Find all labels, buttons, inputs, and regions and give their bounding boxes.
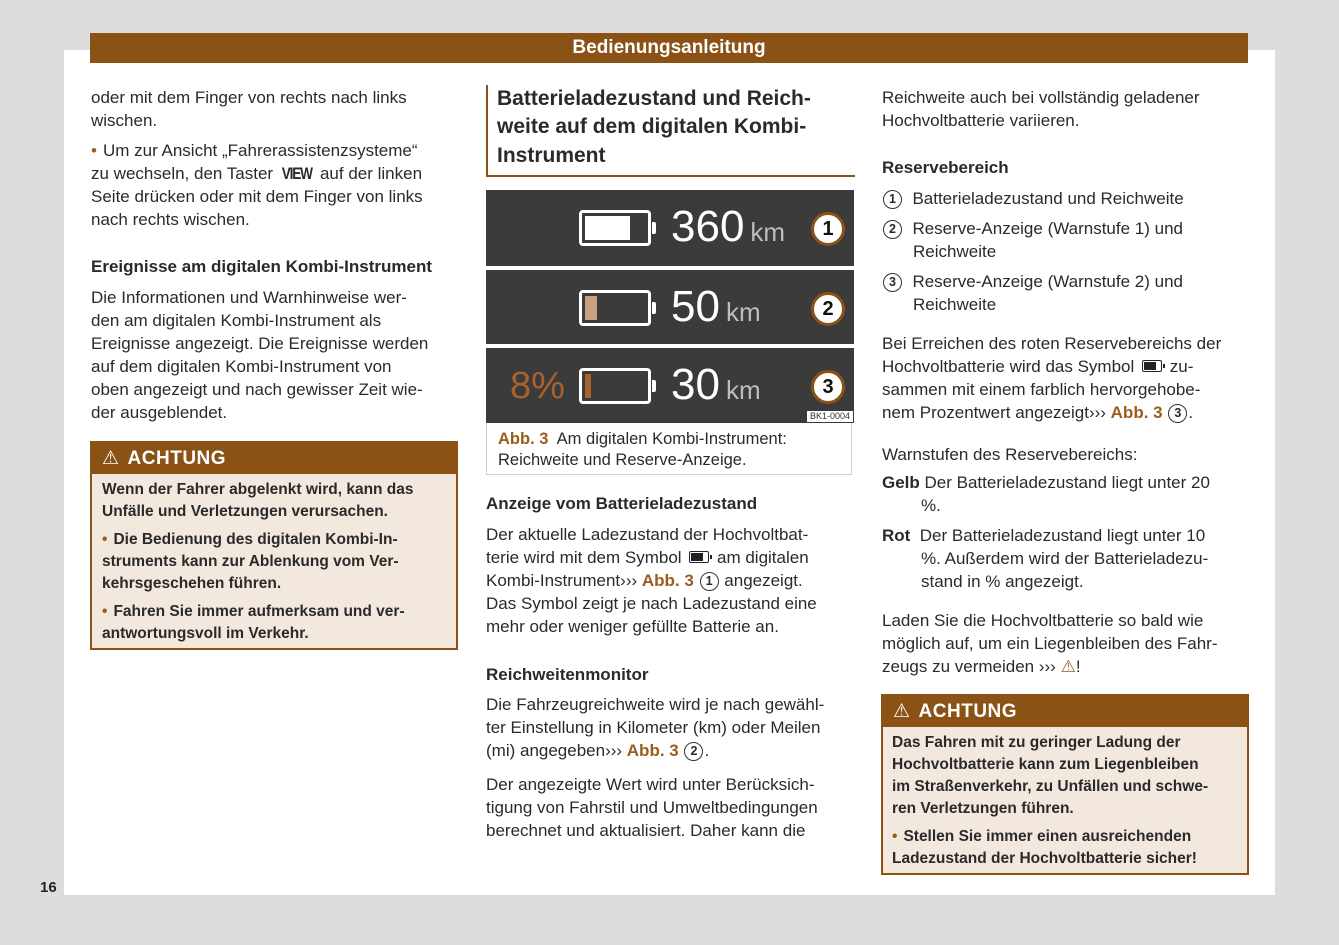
text [1163,403,1168,422]
text: Laden Sie die Hochvoltbatterie so bald wie [882,610,1204,630]
text: Reserve-Anzeige (Warnstufe 1) und [903,218,1183,238]
text: der ausgeblendet. [91,402,228,422]
callout-number-icon: 3 [883,273,902,292]
battery-terminal [652,302,656,314]
text-line [497,113,806,142]
text: den am digitalen Kombi-Instrument als [91,310,382,330]
text: Das Symbol zeigt je nach Ladezustand eine [486,593,817,613]
text-line [102,601,405,623]
figure-reference-link[interactable]: Abb. 3 [498,429,549,448]
text-line [91,378,423,401]
text-line [102,501,388,523]
text: Der aktuelle Ladezustand der Hochvoltbat- [486,524,809,544]
text: berechnet und aktualisiert. Daher kann die [486,820,806,840]
text-line [892,826,1191,848]
figure-reference-link[interactable]: Abb. 3 [641,570,694,590]
range-number: 30 [671,360,720,409]
callout-marker-icon: 2 [811,292,845,326]
text: auf dem digitalen Kombi-Instrument von [91,356,392,376]
callout-number-icon: 2 [684,742,703,761]
text-line [892,798,1074,820]
text-line [102,623,309,645]
text: Batterieladezustand und Reich- [497,86,811,110]
battery-level-icon [579,290,651,326]
callout-number-icon: 1 [883,190,902,209]
text: %. [921,495,941,515]
battery-fill [585,296,597,320]
text-line [91,185,423,208]
text: Batterieladezustand und Reichweite [903,188,1184,208]
text-line [102,573,281,595]
text-line [882,524,1205,547]
text: möglich auf, um ein Liegenbleiben des Fahr- [882,633,1218,653]
callout-marker-icon: 1 [811,212,845,246]
text-line [91,286,407,309]
text: oder mit dem Finger von rechts nach links [91,87,407,107]
text: ter Einstellung in Kilometer (km) oder Meilen [486,717,821,737]
text: Reserve-Anzeige (Warnstufe 2) und [903,271,1183,291]
text: Ereignisse angezeigt. Die Ereignisse werden [91,333,429,353]
warning-title: ACHTUNG [918,701,1018,722]
text: antwortungsvoll im Verkehr. [102,625,309,642]
range-unit: km [750,217,786,247]
text: Um zur Ansicht „Fahrerassistenzsysteme“ [102,140,418,160]
text: Fahren Sie immer aufmerksam und ver- [113,603,405,620]
text: Anzeige vom Batterieladezustand [486,493,758,513]
text: Reichweitenmonitor [486,664,649,684]
text-line [882,332,1221,355]
text: mehr oder weniger gefüllte Batterie an. [486,616,779,636]
row-separator [486,266,854,270]
text: sammen mit einem farblich hervorgehobe- [882,379,1201,399]
text: Der Batterieladezustand liegt unter 20 [919,472,1210,492]
text: weite auf dem digitalen Kombi- [497,115,807,139]
text [679,741,684,760]
text-line [913,240,996,263]
battery-icon [1142,360,1162,372]
bullet-icon: • [892,828,898,845]
text: Wenn der Fahrer abgelenkt wird, kann das [102,481,414,498]
text-line [882,217,1183,240]
text-line [91,208,250,231]
battery-level-icon [579,210,651,246]
text-line [486,663,648,686]
text: nem Prozentwert angezeigt››› [882,402,1111,422]
text-line [882,443,1137,466]
text-line [882,401,1193,424]
text: struments kann zur Ablenkung vom Ver- [102,553,399,570]
text: Reservebereich [882,157,1009,177]
text: kehrsgeschehen führen. [102,575,282,592]
text: . [704,740,710,760]
range-number: 50 [671,282,720,331]
range-value [671,202,785,257]
text: %. Außerdem wird der Batterieladezu- [921,548,1209,568]
text: Die Bedienung des digitalen Kombi-In- [113,531,398,548]
text-line [486,546,809,569]
text-line [91,139,418,162]
text-line [91,309,381,332]
text: am digitalen [712,547,809,567]
text-line [486,615,779,638]
text: wischen. [91,110,158,130]
page-number: 16 [40,879,57,896]
warning-triangle-icon: ⚠ [102,448,120,469]
text: Reichweite [913,241,997,261]
callout-number-icon: 1 [700,572,719,591]
figure-code: BK1-0004 [807,411,853,422]
text-line [882,609,1203,632]
range-value [671,282,761,337]
range-unit: km [725,297,761,327]
text-line [497,142,606,171]
text-line [91,162,422,185]
text-line [486,819,805,842]
view-button-label: VIEW [281,163,312,183]
text: Hochvoltbatterie wird das Symbol [882,356,1140,376]
callout-number-icon: 2 [883,220,902,239]
text-line [882,378,1200,401]
reserve-percent: 8% [510,365,565,407]
text-line [892,848,1197,870]
text-line [91,332,428,355]
battery-level-icon [579,368,651,404]
text-line [91,355,392,378]
battery-terminal [652,380,656,392]
text-line [921,494,941,517]
text: Die Fahrzeugreichweite wird je nach gewähl- [486,694,825,714]
text: oben angezeigt und nach gewisser Zeit wie- [91,379,423,399]
text-line [498,429,787,450]
text: Warnstufen des Reservebereichs: [882,444,1138,464]
text: ! [1075,656,1081,676]
row-separator [486,344,854,348]
text: tigung von Fahrstil und Umweltbedingungen [486,797,818,817]
text: Die Informationen und Warnhinweise wer- [91,287,407,307]
text-line [102,479,414,501]
text-line [91,86,407,109]
text-line [882,355,1193,378]
page-header-bar: Bedienungsanleitung [90,33,1248,63]
text: auf der linken [315,163,423,183]
text-line [882,471,1210,494]
text-line [102,529,398,551]
text-line [486,569,803,592]
bullet-icon: • [102,531,108,548]
text-line [486,796,818,819]
bullet-icon: • [102,603,108,620]
text-line [921,570,1084,593]
text-line [486,773,815,796]
text: Kombi-Instrument››› [486,570,642,590]
battery-icon [689,551,709,563]
text: zeugs zu vermeiden ››› [882,656,1061,676]
figure-reference-link[interactable]: Abb. 3 [1110,402,1163,422]
text-line [91,401,227,424]
text-line [91,109,157,132]
range-value [671,360,761,415]
text: Hochvoltbatterie kann zum Liegenbleiben [892,756,1199,773]
text: Am digitalen Kombi-Instrument: [548,429,787,448]
text: im Straßenverkehr, zu Unfällen und schwe- [892,778,1209,795]
callout-marker-icon: 3 [811,370,845,404]
text-line [892,732,1181,754]
text: (mi) angegeben››› [486,740,627,760]
text: Der angezeigte Wert wird unter Berücksich- [486,774,815,794]
figure-kombi-instrument [486,190,854,423]
text: Stellen Sie immer einen ausreichenden [903,828,1192,845]
text: Der Batterieladezustand liegt unter 10 [910,525,1206,545]
text: angezeigt. [719,570,803,590]
warning-title: ACHTUNG [127,448,227,469]
range-unit: km [725,375,761,405]
text [694,571,699,590]
text: Bei Erreichen des roten Reservebereichs der [882,333,1222,353]
text-line [921,547,1208,570]
warning-header [92,443,456,474]
term-label: Gelb [882,472,920,492]
warning-icon: ⚠ [1060,656,1076,676]
text: Reichweite auch bei vollständig geladener [882,87,1200,107]
text-line [892,754,1199,776]
text-line [486,523,808,546]
range-number: 360 [671,202,745,251]
text: Ereignisse am digitalen Kombi-Instrument [91,256,433,276]
text: Reichweite [913,294,997,314]
text-line [486,592,817,615]
text-line [892,776,1208,798]
text-line [498,450,747,471]
text: Unfälle und Verletzungen verursachen. [102,503,388,520]
text: zu- [1165,356,1194,376]
callout-number-icon: 3 [1168,404,1187,423]
text: Ladezustand der Hochvoltbatterie sicher! [892,850,1197,867]
text-line [882,187,1184,210]
text: terie wird mit dem Symbol [486,547,687,567]
text: Instrument [497,143,606,167]
text: nach rechts wischen. [91,209,250,229]
text-line [882,270,1183,293]
text-line [882,156,1009,179]
text-line [882,632,1217,655]
text: Hochvoltbatterie variieren. [882,110,1080,130]
text: Seite drücken oder mit dem Finger von links [91,186,423,206]
warning-triangle-icon: ⚠ [893,701,911,722]
text: zu wechseln, den Taster [91,163,278,183]
text-line [486,492,757,515]
text: Das Fahren mit zu geringer Ladung der [892,734,1181,751]
text-line [486,716,820,739]
text: Reichweite und Reserve-Anzeige. [498,450,747,469]
text-line [882,655,1081,678]
text-line [486,693,824,716]
text: ren Verletzungen führen. [892,800,1074,817]
battery-fill [585,374,591,398]
figure-reference-link[interactable]: Abb. 3 [626,740,679,760]
warning-header [883,696,1247,727]
text-line [882,86,1200,109]
battery-terminal [652,222,656,234]
text-line [486,739,709,762]
term-label: Rot [882,525,911,545]
text-line [497,85,811,114]
text-line [882,109,1079,132]
battery-fill [585,216,630,240]
text: . [1188,402,1194,422]
text-line [91,255,432,278]
text-line [913,293,996,316]
text: stand in % angezeigt. [921,571,1084,591]
text-line [102,551,399,573]
bullet-icon: • [91,140,97,160]
